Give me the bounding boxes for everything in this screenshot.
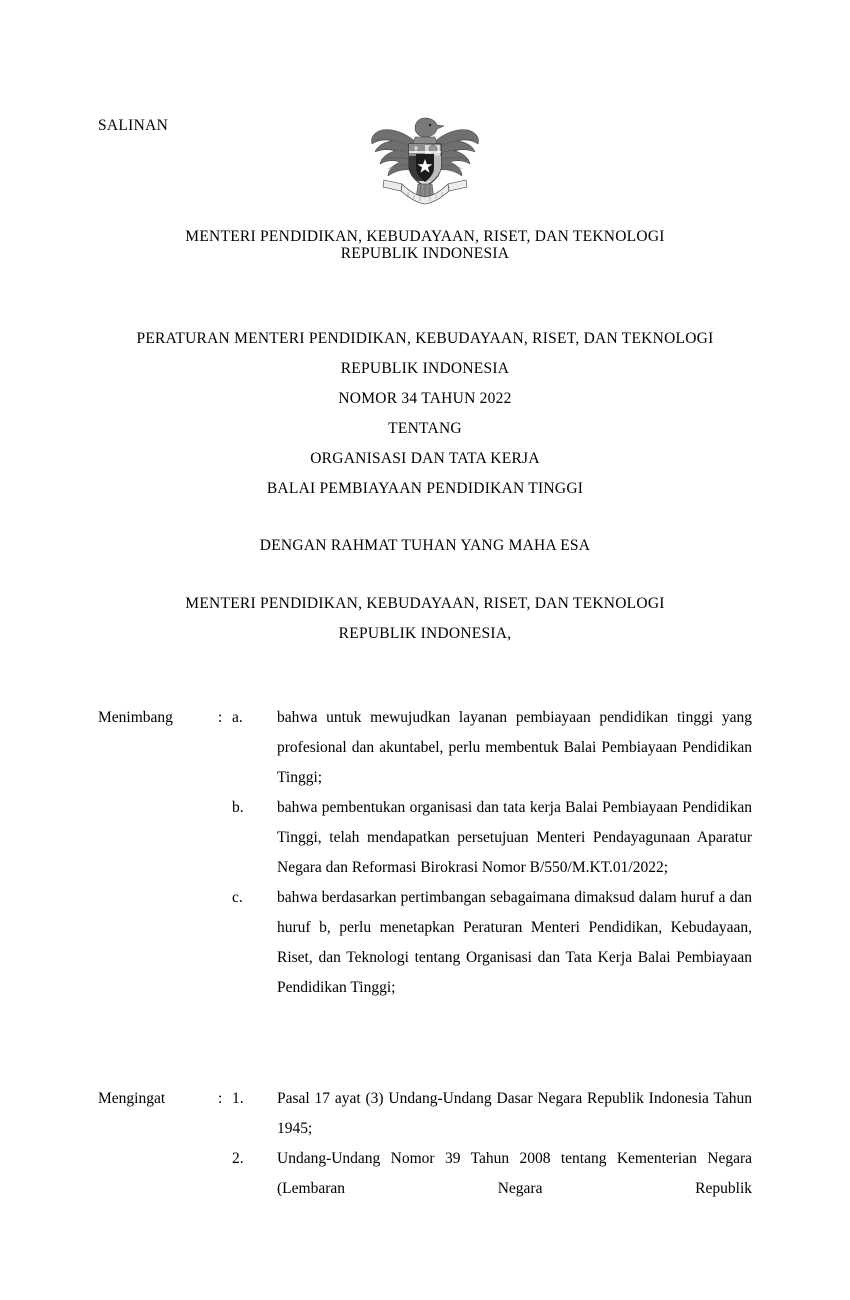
signatory-header — [98, 589, 752, 649]
considerations-item-a — [98, 703, 752, 793]
considerations-marker-c: c. — [232, 889, 243, 906]
considerations-label: Menimbang — [98, 709, 173, 726]
legal-basis-block — [98, 1084, 752, 1204]
legal-basis-text-1: Pasal 17 ayat (3) Undang-Undang Dasar Negara Republik Indonesia Tahun 1945; — [277, 1090, 752, 1137]
signatory-line-2: REPUBLIK INDONESIA, — [338, 625, 512, 642]
legal-basis-colon: : — [218, 1090, 223, 1107]
considerations-marker-a: a. — [232, 709, 243, 726]
legal-basis-marker-2: 2. — [232, 1150, 244, 1167]
considerations-text-a: bahwa untuk mewujudkan layanan pembiayaan pendidikan tinggi yang profesional dan akuntabel, perlu membentuk Balai Pembiayaan Pendidikan Tinggi; — [277, 709, 752, 786]
considerations-colon: : — [218, 709, 223, 726]
regulation-subject-line-1: ORGANISASI DAN TATA KERJA — [310, 450, 540, 467]
invocation-line — [98, 531, 752, 561]
considerations-item-c — [98, 883, 752, 1003]
regulation-title-block — [98, 324, 752, 504]
invocation-text: DENGAN RAHMAT TUHAN YANG MAHA ESA — [259, 537, 591, 554]
regulation-title-line-1: PERATURAN MENTERI PENDIDIKAN, KEBUDAYAAN, RISET, DAN TEKNOLOGI — [136, 330, 714, 347]
copy-marker: SALINAN — [98, 117, 169, 134]
ministry-header-line-1: MENTERI PENDIDIKAN, KEBUDAYAAN, RISET, DAN TEKNOLOGI — [185, 228, 665, 245]
legal-basis-text-2: Undang-Undang Nomor 39 Tahun 2008 tentang Kementerian Negara (Lembaran Negara Republik — [277, 1150, 752, 1197]
considerations-marker-b: b. — [232, 799, 244, 816]
considerations-block — [98, 703, 752, 1003]
considerations-text-c: bahwa berdasarkan pertimbangan sebagaimana dimaksud dalam huruf a dan huruf b, perlu menetapkan Peraturan Menteri Pendidikan, Kebudayaan, Riset, dan Teknologi tentang Organisasi dan Tata Kerja Balai Pembiayaan Pendidikan Tinggi; — [277, 889, 752, 996]
considerations-item-b — [98, 793, 752, 883]
regulation-subject-line-2: BALAI PEMBIAYAAN PENDIDIKAN TINGGI — [266, 480, 584, 497]
ministry-header-line-2: REPUBLIK INDONESIA — [340, 245, 510, 262]
regulation-title-line-2: REPUBLIK INDONESIA — [340, 360, 510, 377]
legal-basis-item-1 — [98, 1084, 752, 1144]
legal-basis-label: Mengingat — [98, 1090, 166, 1107]
signatory-line-1: MENTERI PENDIDIKAN, KEBUDAYAAN, RISET, DAN TEKNOLOGI — [185, 595, 665, 612]
legal-basis-marker-1: 1. — [232, 1090, 244, 1107]
regulation-number: NOMOR 34 TAHUN 2022 — [338, 390, 512, 407]
considerations-text-b: bahwa pembentukan organisasi dan tata kerja Balai Pembiayaan Pendidikan Tinggi, telah mendapatkan persetujuan Menteri Pendayagunaan Aparatur Negara dan Reformasi Birokrasi Nomor B/550/M.KT.01/2022; — [277, 799, 752, 876]
regulation-about-label: TENTANG — [388, 420, 462, 437]
garuda-pancasila-emblem — [368, 104, 482, 212]
legal-basis-item-2 — [98, 1144, 752, 1204]
ministry-header — [98, 228, 752, 262]
